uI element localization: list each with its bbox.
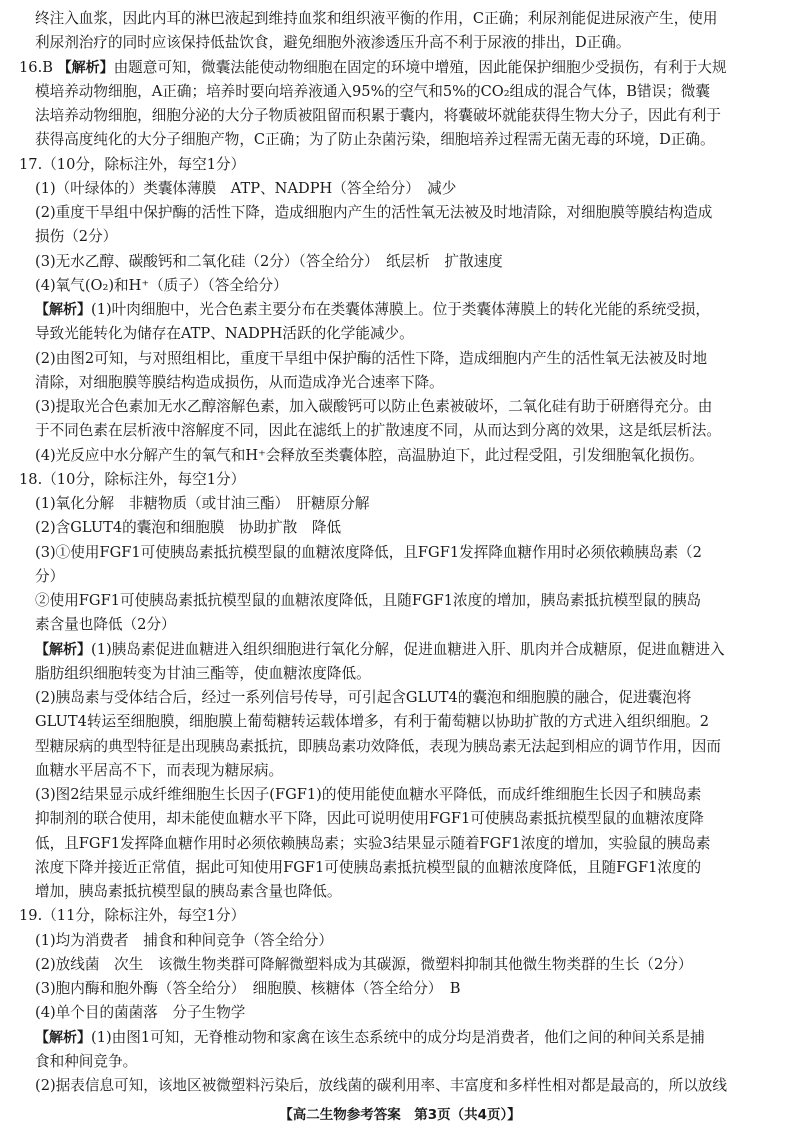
line-text: 分） <box>35 567 65 585</box>
text-line <box>0 200 800 226</box>
line-text: (1)均为消费者 捕食和种间竞争（答全给分） <box>35 931 333 949</box>
line-text: (2)据表信息可知，该地区被微塑料污染后，放线菌的碳利用率、丰富度和多样性相对都是最高的，所以放线 <box>35 1077 727 1094</box>
text-line <box>0 1000 800 1026</box>
page-footer: 【高二生物参考答案 第3页（共4页）】 <box>279 1107 521 1123</box>
analysis-line <box>0 1025 800 1051</box>
line-text: 17.（10分，除标注外，每空1分） <box>19 155 246 173</box>
text-line <box>0 806 800 832</box>
line-text: 素含量也降低（2分） <box>35 616 176 634</box>
text-line <box>0 176 800 202</box>
line-text: 损伤（2分） <box>35 228 118 246</box>
line-text: (1)胰岛素促进血糖进入组织细胞进行氧化分解，促进血糖进入肝、肌肉并合成糖原，促进血糖进入 <box>91 640 725 658</box>
line-text: 19.（11分，除标注外，每空1分） <box>19 907 246 925</box>
text-line <box>0 467 800 493</box>
line-text: 浓度下降并接近正常值，据此可知使用FGF1可使胰岛素抵抗模型鼠的血糖浓度降低，且随FGF1浓度的 <box>35 858 702 876</box>
line-text: 增加，胰岛素抵抗模型鼠的胰岛素含量也降低。 <box>35 883 342 900</box>
line-text: 导致光能转化为储存在ATP、NADPH活跃的化学能减少。 <box>35 325 414 343</box>
analysis-line <box>0 297 800 323</box>
text-line <box>0 370 800 396</box>
line-text: 清除，对细胞膜等膜结构造成损伤，从而造成净光合速率下降。 <box>35 373 444 391</box>
text-line <box>0 831 800 857</box>
text-line <box>0 540 800 566</box>
analysis-line <box>0 637 800 663</box>
line-text: 终注入血浆，因此内耳的淋巴液起到维持血浆和组织液平衡的作用，C正确；利尿剂能促进尿液产生，使用 <box>35 10 718 27</box>
line-text: (3)①使用FGF1可使胰岛素抵抗模型鼠的血糖浓度降低，且FGF1发挥降血糖作用时必须依赖胰岛素（2 <box>35 543 702 561</box>
text-line <box>0 491 800 517</box>
line-text: (1)叶肉细胞中，光合色素主要分布在类囊体薄膜上。位于类囊体薄膜上的转化光能的系统受损， <box>91 301 711 318</box>
line-text: (3)图2结果显示成纤维细胞生长因子(FGF1)的使用能使血糖水平降低，而成纤维细胞生长因子和胰岛素 <box>35 786 702 803</box>
line-text: (1)（叶绿体的）类囊体薄膜 ATP、NADPH（答全给分） 减少 <box>35 179 457 197</box>
text-line <box>0 952 800 978</box>
text-line <box>0 6 800 32</box>
text-line <box>0 612 800 638</box>
text-line <box>0 734 800 760</box>
analysis-tag: 【解析】 <box>57 59 114 76</box>
text-line <box>0 782 800 808</box>
line-text: (4)氧气(O₂)和H⁺（质子）（答全给分） <box>35 276 288 294</box>
text-line <box>0 928 800 954</box>
line-text: 抑制剂的联合使用，却未能使血糖水平下降，因此可说明使用FGF1可使胰岛素抵抗模型鼠的血糖浓度降 <box>35 810 704 828</box>
line-text: (4)单个目的菌菌落 分子生物学 <box>35 1004 246 1022</box>
text-line <box>0 709 800 735</box>
text-line <box>0 127 800 153</box>
text-line <box>0 1073 800 1099</box>
line-text: 于不同色素在层析液中溶解度不同，因此在滤纸上的扩散速度不同，从而达到分离的效果，这是纸层析法。 <box>35 422 721 440</box>
text-line <box>0 224 800 250</box>
text-line <box>0 1049 800 1075</box>
text-line <box>0 855 800 881</box>
question-number: 16.B <box>19 58 58 76</box>
line-text: (3)胞内酶和胞外酶（答全给分） 细胞膜、核糖体（答全给分） B <box>35 980 461 997</box>
line-text: (4)光反应中水分解产生的氧气和H⁺会释放至类囊体腔，高温胁迫下，此过程受阻，引发细胞氧化损伤。 <box>35 446 704 464</box>
text-line <box>0 758 800 784</box>
text-line <box>0 30 800 56</box>
line-text: 型糖尿病的典型特征是出现胰岛素抵抗，即胰岛素功效降低，表现为胰岛素无法起到相应的调节作用，因而 <box>35 737 721 755</box>
text-line <box>0 321 800 347</box>
text-line <box>0 418 800 444</box>
text-line <box>0 588 800 614</box>
line-text: 获得高度纯化的大分子细胞产物，C正确；为了防止杂菌污染，细胞培养过程需无菌无毒的环境，D正确。 <box>35 131 715 149</box>
text-line <box>0 346 800 372</box>
text-line <box>0 685 800 711</box>
line-text: 利尿剂治疗的同时应该保持低盐饮食，避免细胞外液渗透压升高不利于尿液的排出，D正确。 <box>35 34 631 52</box>
analysis-tag: 【解析】 <box>35 302 91 318</box>
line-text: (2)由图2可知，与对照组相比，重度干旱组中保护酶的活性下降，造成细胞内产生的活性氧无法被及时地 <box>35 349 708 367</box>
line-text: 血糖水平居高不下，而表现为糖尿病。 <box>35 761 284 779</box>
analysis-line <box>0 55 800 81</box>
line-text: (1)由图1可知，无脊椎动物和家禽在该生态系统中的成分均是消费者，他们之间的种间关系是捕 <box>91 1028 705 1046</box>
text-line <box>0 564 800 590</box>
line-text: 由题意可知，微囊法能使动物细胞在固定的环境中增殖，因此能保护细胞少受损伤，有利于大规 <box>113 58 727 76</box>
text-line <box>0 273 800 299</box>
line-text: 法培养动物细胞，细胞分泌的大分子物质被阻留而积累于囊内，将囊破坏就能获得生物大分子，因此有利于 <box>35 107 721 124</box>
line-text: (2)胰岛素与受体结合后，经过一系列信号传导，可引起含GLUT4的囊泡和细胞膜的融合，促进囊泡将 <box>35 689 692 706</box>
text-line <box>0 79 800 105</box>
text-line <box>0 661 800 687</box>
line-text: (2)重度干旱组中保护酶的活性下降，造成细胞内产生的活性氧无法被及时地清除，对细胞膜等膜结构造成 <box>35 204 713 221</box>
line-text: ②使用FGF1可使胰岛素抵抗模型鼠的血糖浓度降低，且随FGF1浓度的增加，胰岛素抵抗模型鼠的胰岛 <box>35 592 702 609</box>
text-line <box>0 879 800 905</box>
line-text: (3)提取光合色素加无水乙醇溶解色素，加入碳酸钙可以防止色素被破坏，二氧化硅有助于研磨得充分。由 <box>35 398 713 415</box>
analysis-tag: 【解析】 <box>35 641 91 658</box>
line-text: 低，且FGF1发挥降血糖作用时必须依赖胰岛素；实验3结果显示随着FGF1浓度的增加，实验鼠的胰岛素 <box>35 834 711 852</box>
line-text: (2)放线菌 次生 该微生物类群可降解微塑料成为其碳源，微塑料抑制其他微生物类群的生长（2分） <box>35 955 693 973</box>
text-line <box>0 515 800 541</box>
text-line <box>0 976 800 1002</box>
text-line <box>0 443 800 469</box>
line-text: (2)含GLUT4的囊泡和细胞膜 协助扩散 降低 <box>35 519 342 537</box>
line-text: 脂肪组织细胞转变为甘油三酯等，使血糖浓度降低。 <box>35 664 371 682</box>
analysis-tag: 【解析】 <box>35 1029 91 1046</box>
line-text: (3)无水乙醇、碳酸钙和二氧化硅（2分）（答全给分） 纸层析 扩散速度 <box>35 252 503 270</box>
line-text: GLUT4转运至细胞膜，细胞膜上葡萄糖转运载体增多，有利于葡萄糖以协助扩散的方式进入组织细胞。2 <box>35 713 710 731</box>
text-line <box>0 903 800 929</box>
text-line <box>0 394 800 420</box>
line-text: 食和种间竞争。 <box>35 1052 138 1070</box>
text-line <box>0 249 800 275</box>
text-line <box>0 103 800 129</box>
line-text: 18.（10分，除标注外，每空1分） <box>19 470 246 488</box>
line-text: 模培养动物细胞，A正确；培养时要向培养液通入95%的空气和5%的CO₂组成的混合气体，B错误；微囊 <box>35 82 710 100</box>
line-text: (1)氧化分解 非糖物质（或甘油三酯） 肝糖原分解 <box>35 495 370 512</box>
text-line <box>0 152 800 178</box>
